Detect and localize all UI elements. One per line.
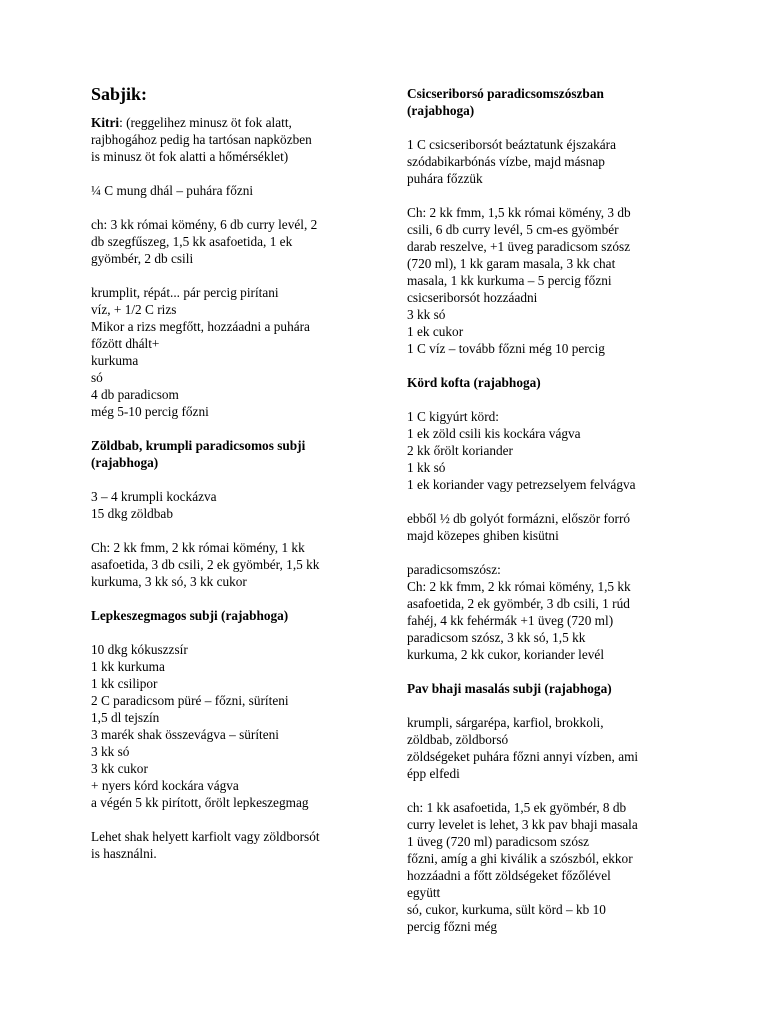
text-line: kurkuma	[91, 353, 139, 368]
text-line: épp elfedi	[407, 766, 460, 781]
text-line: Ch: 2 kk fmm, 1,5 kk római kömény, 3 db	[407, 205, 631, 220]
text-line: 3 marék shak összevágva – süríteni	[91, 727, 279, 742]
text-line: paradicsomszósz:	[407, 562, 501, 577]
text-line: ¼ C mung dhál – puhára főzni	[91, 183, 254, 198]
text-line: 3 kk só	[91, 744, 130, 759]
text-line: 3 kk só	[407, 307, 446, 322]
section-heading: Csicseriborsó paradicsomszószban	[407, 86, 604, 101]
text-line: só	[91, 370, 103, 385]
text-line: 10 dkg kókuszzsír	[91, 642, 188, 657]
text-line: krumplit, répát... pár percig pirítani	[91, 285, 279, 300]
text-line: darab reszelve, +1 üveg paradicsom szósz	[407, 239, 631, 254]
text-line: rajbhogához pedig ha tartósan napközben	[91, 132, 312, 147]
text-line: db szegfűszeg, 1,5 kk asafoetida, 1 ek	[91, 234, 293, 249]
text-line: is használni.	[91, 846, 157, 861]
text-line: Ch: 2 kk fmm, 2 kk római kömény, 1 kk	[91, 540, 305, 555]
text-line: asafoetida, 2 ek gyömbér, 3 db csili, 1 rúd	[407, 596, 630, 611]
text-line: 1 C kigyúrt körd:	[407, 409, 499, 424]
text-line: zöldbab, zöldborsó	[407, 732, 509, 747]
text-line: 1 C víz – tovább főzni még 10 percig	[407, 341, 605, 356]
text-line: csili, 6 db curry levél, 5 cm-es gyömbér	[407, 222, 619, 237]
text-line: kurkuma, 2 kk cukor, koriander levél	[407, 647, 605, 662]
text-line: 1 üveg (720 ml) paradicsom szósz	[407, 834, 590, 849]
text-line: 1,5 dl tejszín	[91, 710, 160, 725]
text-line: 1 ek cukor	[407, 324, 464, 339]
text-line: puhára főzzük	[407, 171, 483, 186]
text-line: majd közepes ghiben kisütni	[407, 528, 559, 543]
text-line: 2 kk őrölt koriander	[407, 443, 513, 458]
text-line: főzött dhált+	[91, 336, 160, 351]
text-line: a végén 5 kk pirított, őrölt lepkeszegmag	[91, 795, 309, 810]
text-line: 1 ek koriander vagy petrezselyem felvágva	[407, 477, 636, 492]
text-line: 3 kk cukor	[91, 761, 148, 776]
section-heading: Körd kofta (rajabhoga)	[407, 375, 541, 390]
text-line: 1 ek zöld csili kis kockára vágva	[407, 426, 581, 441]
text-line: Lehet shak helyett karfiolt vagy zöldborsót	[91, 829, 320, 844]
text-line: asafoetida, 3 db csili, 2 ek gyömbér, 1,5 kk	[91, 557, 320, 572]
text-line: még 5-10 percig főzni	[91, 404, 209, 419]
text-line: 1 kk só	[407, 460, 446, 475]
text-line: szódabikarbónás vízbe, majd másnap	[407, 154, 605, 169]
text-line: ch: 3 kk római kömény, 6 db curry levél, 2	[91, 217, 318, 232]
text-line: együtt	[407, 885, 441, 900]
text-line: hozzáadni a főtt zöldségeket főzőlével	[407, 868, 611, 883]
text-line: só, cukor, kurkuma, sült körd – kb 10	[407, 902, 606, 917]
text-line: percig főzni még	[407, 919, 498, 934]
text-line: fahéj, 4 kk fehérmák +1 üveg (720 ml)	[407, 613, 614, 628]
section-heading: Pav bhaji masalás subji (rajabhoga)	[407, 681, 612, 696]
section-heading: (rajabhoga)	[407, 103, 475, 118]
text-line: masala, 1 kk kurkuma – 5 percig főzni	[407, 273, 612, 288]
section-heading: (rajabhoga)	[91, 455, 159, 470]
text-line: curry levelet is lehet, 3 kk pav bhaji masala	[407, 817, 638, 832]
text-line: csicseriborsót hozzáadni	[407, 290, 538, 305]
text-line: Kitri: (reggelihez minusz öt fok alatt,	[91, 115, 292, 130]
text-line: 1 C csicseriborsót beáztatunk éjszakára	[407, 137, 616, 152]
page-title: Sabjik:	[91, 84, 148, 104]
text-line: is minusz öt fok alatti a hőmérséklet)	[91, 149, 289, 164]
text-line: zöldségeket puhára főzni annyi vízben, ami	[407, 749, 639, 764]
text-line: krumpli, sárgarépa, karfiol, brokkoli,	[407, 715, 604, 730]
text-line: főzni, amíg a ghi kiválik a szószból, ekkor	[407, 851, 633, 866]
text-line: kurkuma, 3 kk só, 3 kk cukor	[91, 574, 247, 589]
text-line: 3 – 4 krumpli kockázva	[91, 489, 217, 504]
text-line: + nyers kórd kockára vágva	[91, 778, 239, 793]
section-heading: Zöldbab, krumpli paradicsomos subji	[91, 438, 306, 453]
text-line: ebből ½ db golyót formázni, először forró	[407, 511, 631, 526]
text-line: víz, + 1/2 C rizs	[91, 302, 177, 317]
section-heading: Lepkeszegmagos subji (rajabhoga)	[91, 608, 289, 623]
text-line: 1 kk kurkuma	[91, 659, 165, 674]
text-line: Mikor a rizs megfőtt, hozzáadni a puhára	[91, 319, 310, 334]
text-line: 4 db paradicsom	[91, 387, 179, 402]
text-line: Ch: 2 kk fmm, 2 kk római kömény, 1,5 kk	[407, 579, 631, 594]
text-line: (720 ml), 1 kk garam masala, 3 kk chat	[407, 256, 616, 271]
text-line: 1 kk csilipor	[91, 676, 158, 691]
text-line: paradicsom szósz, 3 kk só, 1,5 kk	[407, 630, 586, 645]
text-line: gyömbér, 2 db csili	[91, 251, 194, 266]
text-line: 2 C paradicsom püré – főzni, süríteni	[91, 693, 289, 708]
text-line: 15 dkg zöldbab	[91, 506, 173, 521]
text-line: ch: 1 kk asafoetida, 1,5 ek gyömbér, 8 db	[407, 800, 627, 815]
